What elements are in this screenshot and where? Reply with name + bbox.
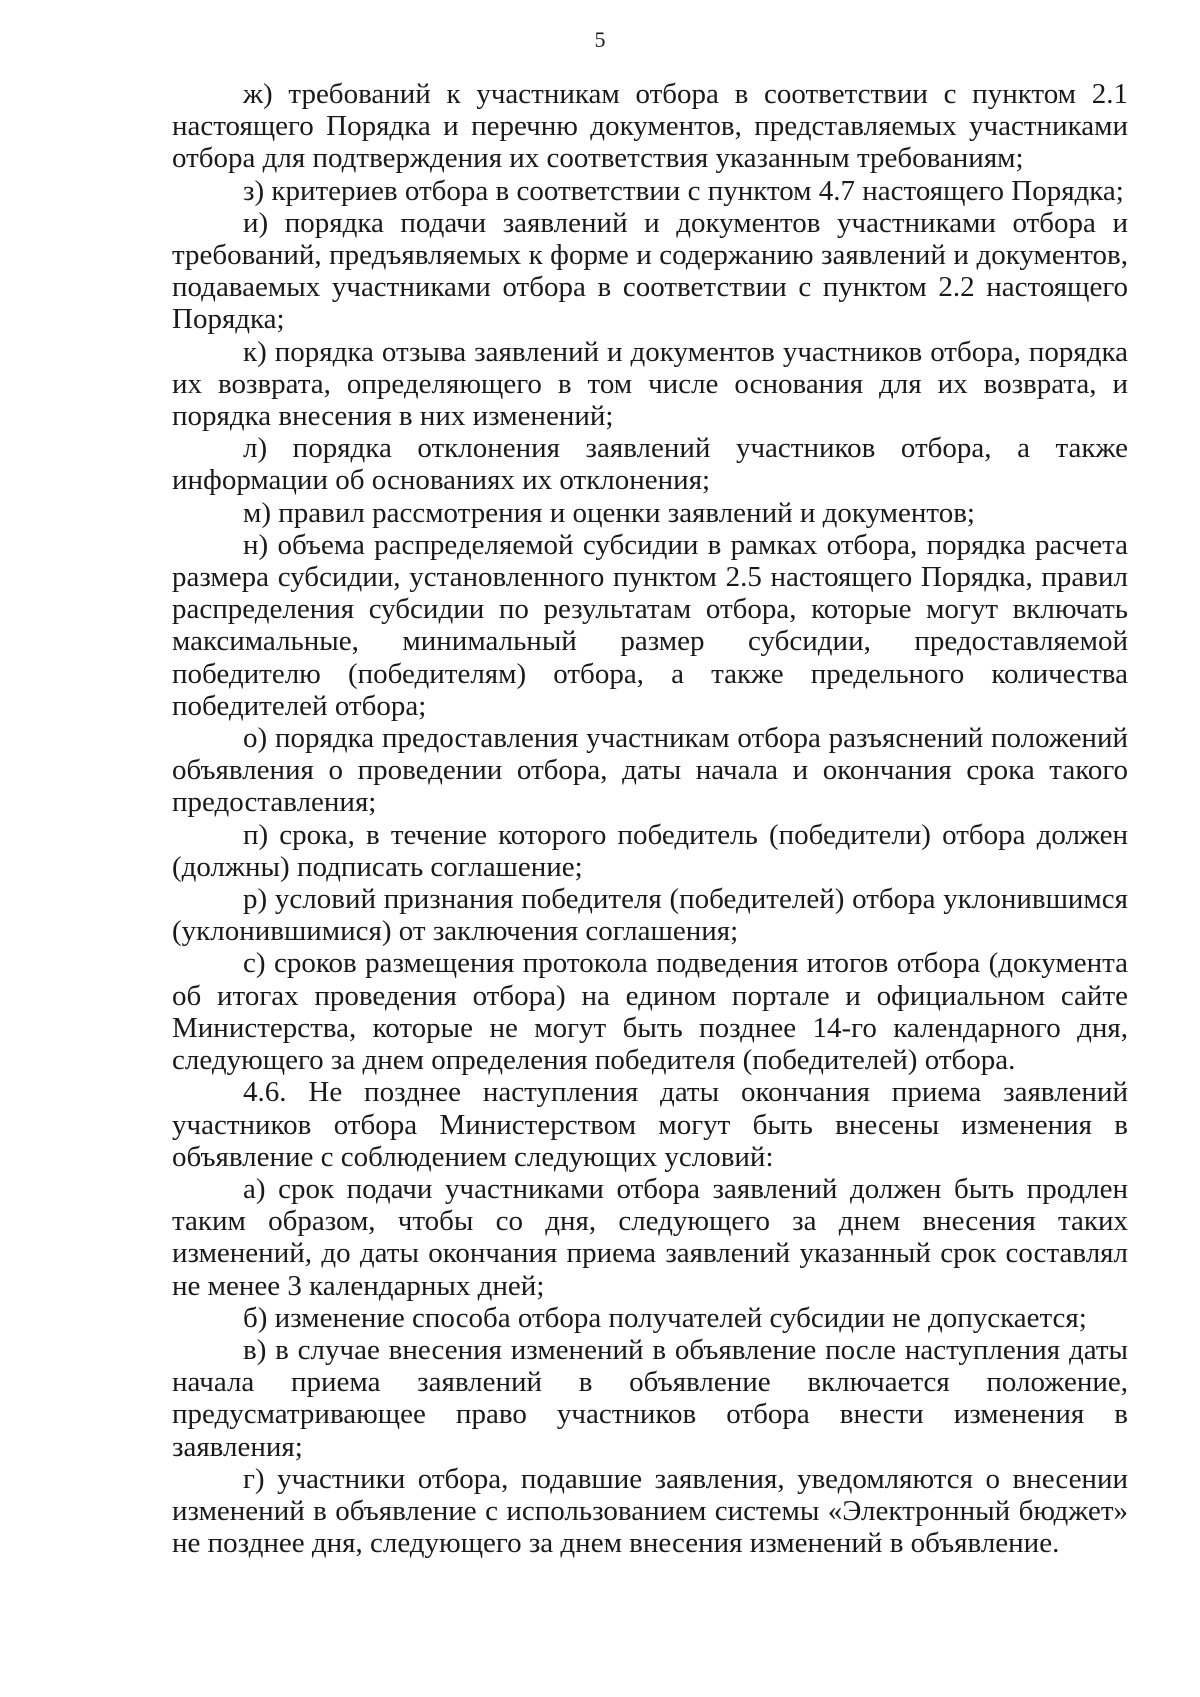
paragraph-m: м) правил рассмотрения и оценки заявлений и документов; (243, 496, 975, 529)
paragraph-r: р) условий признания победителя (победителей) отбора уклонившимся (уклонившимися) от заключения соглашения; (172, 883, 1128, 948)
paragraph-o: о) порядка предоставления участникам отбора разъяснений положений объявления о проведении отбора, даты начала и окончания срока такого предоставления; (172, 722, 1128, 819)
paragraph-4-6: 4.6. Не позднее наступления даты окончания приема заявлений участников отбора Министерством могут быть внесены изменения в объявление с соблюдением следующих условий: (172, 1076, 1128, 1173)
paragraph-s: с) сроков размещения протокола подведения итогов отбора (документа об итогах проведения отбора) на едином портале и официальном сайте Министерства, которые не могут быть позднее 14-го календарного дня, следующего за днем определения победителя (победителей) отбора. (172, 947, 1128, 1077)
paragraph-zh: ж) требований к участникам отбора в соответствии с пунктом 2.1 настоящего Порядка и перечню документов, представляемых участниками отбора для подтверждения их соответствия указанным требованиям; (172, 78, 1128, 175)
paragraph-v: в) в случае внесения изменений в объявление после наступления даты начала приема заявлений в объявление включается положение, предусматривающее право участников отбора внести изменения в заявления; (172, 1333, 1128, 1463)
paragraph-a: а) срок подачи участниками отбора заявлений должен быть продлен таким образом, чтобы со дня, следующего за днем внесения таких изменений, до даты окончания приема заявлений указанный срок составлял не менее 3 календарных дней; (172, 1172, 1128, 1302)
page-number: 5 (594, 27, 606, 52)
document-body (172, 78, 1128, 1559)
paragraph-i: и) порядка подачи заявлений и документов участниками отбора и требований, предъявляемых к форме и содержанию заявлений и документов, подаваемых участниками отбора в соответствии с пунктом 2.2 настоящего Порядка; (172, 206, 1128, 336)
paragraph-z: з) критериев отбора в соответствии с пунктом 4.7 настоящего Порядка; (243, 174, 1124, 207)
paragraph-p: п) срока, в течение которого победитель (победители) отбора должен (должны) подписать соглашение; (172, 818, 1128, 883)
paragraph-k: к) порядка отзыва заявлений и документов участников отбора, порядка их возврата, определяющего в том числе основания для их возврата, и порядка внесения в них изменений; (172, 335, 1128, 433)
paragraph-b: б) изменение способа отбора получателей субсидии не допускается; (243, 1301, 1087, 1334)
paragraph-g: г) участники отбора, подавшие заявления, уведомляются о внесении изменений в объявление с использованием системы «Электронный бюджет» не позднее дня, следующего за днем внесения изменений в объявление. (172, 1462, 1128, 1560)
paragraph-l: л) порядка отклонения заявлений участников отбора, а также информации об основаниях их отклонения; (172, 432, 1128, 497)
paragraph-n: н) объема распределяемой субсидии в рамках отбора, порядка расчета размера субсидии, установленного пунктом 2.5 настоящего Порядка, правил распределения субсидии по результатам отбора, которые могут включать максимальные, минимальный размер субсидии, предоставляемой победителю (победителям) отбора, а также предельного количества победителей отбора; (172, 528, 1128, 722)
